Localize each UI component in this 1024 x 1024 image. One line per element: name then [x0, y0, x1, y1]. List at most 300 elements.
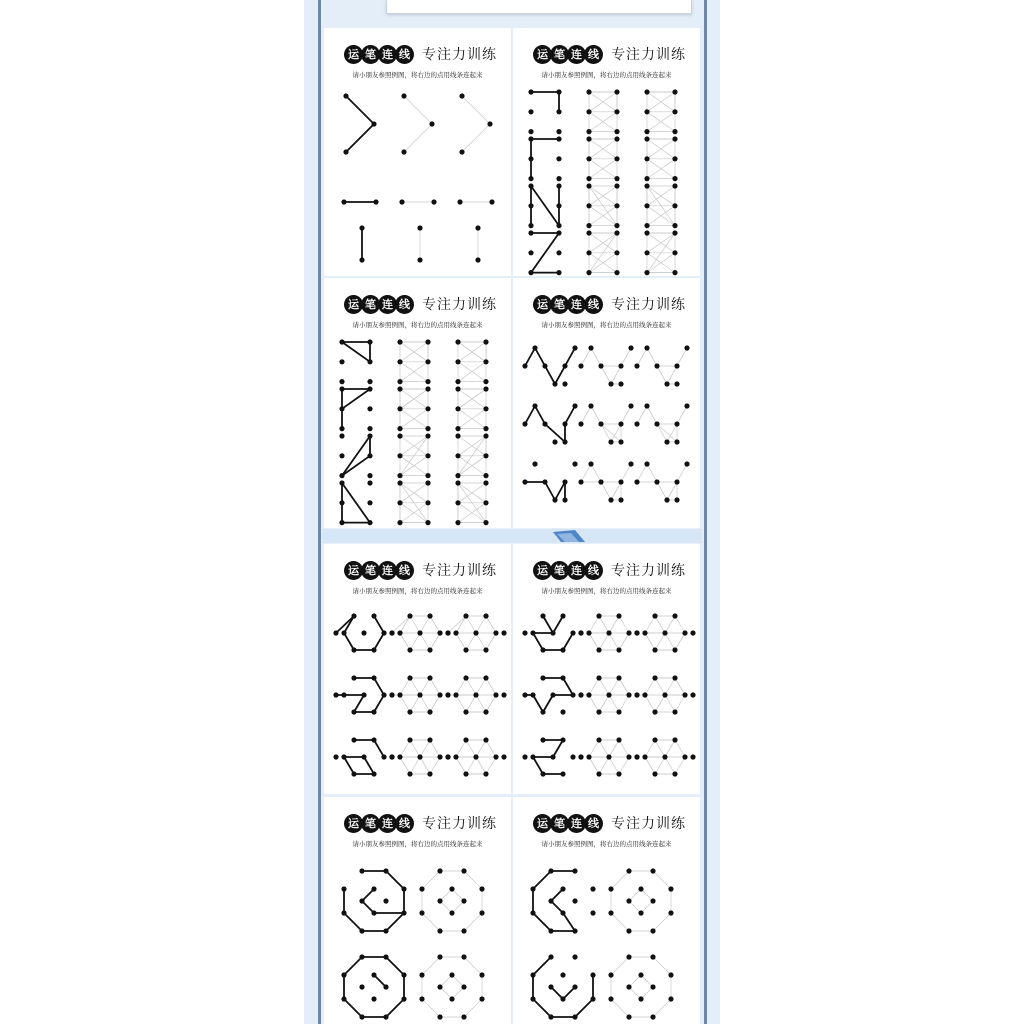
dot	[333, 630, 338, 635]
dot	[383, 868, 388, 873]
dot	[644, 223, 649, 228]
guide-line	[609, 740, 619, 757]
dot	[453, 692, 458, 697]
example-line	[386, 999, 404, 1017]
dot	[528, 89, 533, 94]
guide-line	[601, 424, 611, 442]
dot	[419, 972, 424, 977]
guide-line	[675, 616, 685, 633]
worksheet-instruction: 请小朋友参照例图，将右边的点用线条连起来	[352, 587, 483, 595]
dot	[341, 692, 346, 697]
guide-line	[611, 424, 621, 442]
dot	[614, 89, 619, 94]
guide-line	[422, 999, 440, 1017]
guide-line	[581, 348, 591, 366]
dot	[397, 453, 402, 458]
dot	[572, 1014, 577, 1019]
example-line	[563, 633, 573, 650]
guide-line	[609, 616, 619, 633]
guide-line	[619, 740, 629, 757]
dot	[339, 339, 344, 344]
dot	[634, 630, 639, 635]
dot	[425, 480, 430, 485]
example-line	[344, 999, 362, 1017]
dot	[359, 984, 364, 989]
dot	[638, 996, 643, 1001]
dot-puzzle	[513, 544, 700, 794]
dot	[662, 692, 667, 697]
guide-line	[609, 633, 619, 650]
example-line	[533, 999, 551, 1017]
dot	[351, 675, 356, 680]
dot	[483, 520, 488, 525]
dot	[397, 692, 402, 697]
dot	[556, 89, 561, 94]
worksheet-instruction: 请小朋友参照例图，将右边的点用线条连起来	[352, 840, 483, 848]
example-line	[533, 695, 543, 712]
dot	[489, 199, 494, 204]
dot	[650, 898, 655, 903]
dot	[586, 109, 591, 114]
guide-line	[677, 348, 687, 366]
dot	[483, 339, 488, 344]
guide-line	[601, 366, 611, 384]
guide-line	[466, 633, 476, 650]
guide-line	[410, 695, 420, 712]
dot	[483, 709, 488, 714]
dot	[644, 203, 649, 208]
dot	[389, 754, 394, 759]
dot	[419, 886, 424, 891]
dot	[339, 379, 344, 384]
dot	[530, 754, 535, 759]
guide-line	[410, 757, 420, 774]
example-line	[386, 913, 404, 931]
dot	[333, 692, 338, 697]
badge-char: 连	[567, 561, 586, 580]
dot	[652, 709, 657, 714]
dot	[586, 203, 591, 208]
guide-line	[665, 695, 675, 712]
example-line	[533, 871, 551, 889]
dot	[550, 754, 555, 759]
dot	[371, 771, 376, 776]
dot	[407, 771, 412, 776]
dot	[437, 754, 442, 759]
dot	[339, 453, 344, 458]
guide-line	[430, 616, 440, 633]
example-line	[545, 366, 555, 384]
example-line	[342, 389, 370, 409]
dot	[333, 754, 338, 759]
dot	[383, 954, 388, 959]
dot	[427, 647, 432, 652]
dot	[548, 954, 553, 959]
guide-line	[655, 740, 665, 757]
worksheet-title: 专注力训练	[422, 297, 497, 313]
dot	[425, 520, 430, 525]
guide-line	[476, 757, 486, 774]
guide-line	[599, 616, 609, 633]
worksheet-title: 专注力训练	[611, 563, 686, 579]
dot	[672, 675, 677, 680]
dot	[616, 709, 621, 714]
guide-line	[621, 406, 631, 424]
dot	[427, 675, 432, 680]
dot	[570, 630, 575, 635]
dot	[453, 754, 458, 759]
worksheet-title: 专注力训练	[422, 816, 497, 832]
badge-char: 笔	[550, 45, 569, 64]
dot	[668, 996, 673, 1001]
dot	[690, 692, 695, 697]
dot	[373, 199, 378, 204]
dot	[562, 439, 567, 444]
dot	[616, 771, 621, 776]
guide-line	[462, 96, 490, 124]
dot	[397, 406, 402, 411]
dot	[522, 421, 527, 426]
dot	[652, 771, 657, 776]
worksheet-page	[513, 278, 700, 528]
dot	[578, 692, 583, 697]
guide-line	[601, 482, 611, 500]
dot	[339, 480, 344, 485]
guide-line	[675, 695, 685, 712]
guide-line	[675, 678, 685, 695]
guide-line	[655, 616, 665, 633]
dot	[560, 675, 565, 680]
dot	[668, 910, 673, 915]
dot	[359, 1014, 364, 1019]
dot	[608, 381, 613, 386]
dot	[562, 497, 567, 502]
dot	[556, 223, 561, 228]
dot	[339, 359, 344, 364]
dot	[397, 754, 402, 759]
dot	[455, 473, 460, 478]
dot	[417, 692, 422, 697]
dot	[475, 257, 480, 262]
guide-line	[645, 678, 655, 695]
dot	[522, 692, 527, 697]
dot	[493, 692, 498, 697]
dot	[560, 613, 565, 618]
dot	[528, 203, 533, 208]
example-line	[344, 757, 354, 774]
dot	[483, 737, 488, 742]
dot	[614, 223, 619, 228]
guide-line	[599, 695, 609, 712]
dot	[407, 647, 412, 652]
dot	[674, 439, 679, 444]
guide-line	[422, 871, 440, 889]
dot	[419, 910, 424, 915]
example-line	[344, 913, 362, 931]
dot	[522, 754, 527, 759]
dot	[598, 421, 603, 426]
guide-line	[420, 633, 430, 650]
example-line	[543, 616, 553, 633]
dot	[401, 910, 406, 915]
dot	[652, 675, 657, 680]
example-line	[531, 186, 559, 226]
badge-char: 线	[395, 45, 414, 64]
dot	[642, 754, 647, 759]
dot	[556, 109, 561, 114]
dot	[371, 972, 376, 977]
dot	[437, 954, 442, 959]
dot	[626, 954, 631, 959]
dot	[483, 480, 488, 485]
dot	[343, 93, 348, 98]
dot	[399, 199, 404, 204]
example-line	[346, 96, 374, 124]
dot	[371, 613, 376, 618]
dot	[644, 461, 649, 466]
dot	[540, 613, 545, 618]
example-line	[555, 366, 565, 384]
guide-line	[655, 695, 665, 712]
dot	[479, 910, 484, 915]
dot	[572, 928, 577, 933]
guide-line	[476, 695, 486, 712]
dot-puzzle	[324, 797, 511, 1024]
badge-char: 连	[567, 45, 586, 64]
dot	[473, 692, 478, 697]
dot	[483, 453, 488, 458]
guide-line	[464, 913, 482, 931]
dot	[407, 737, 412, 742]
guide-line	[591, 406, 601, 424]
guide-line	[430, 757, 440, 774]
dot	[427, 771, 432, 776]
dot	[483, 359, 488, 364]
dot	[540, 675, 545, 680]
dot	[381, 754, 386, 759]
badge-char: 运	[344, 295, 363, 314]
guide-line	[420, 757, 430, 774]
dot	[371, 709, 376, 714]
dot	[397, 473, 402, 478]
dot	[383, 984, 388, 989]
dot	[560, 910, 565, 915]
example-line	[553, 740, 563, 757]
dot	[608, 439, 613, 444]
dot	[473, 754, 478, 759]
dot	[463, 675, 468, 680]
dot	[361, 630, 366, 635]
dot	[351, 771, 356, 776]
dot	[425, 426, 430, 431]
dot	[586, 270, 591, 275]
dot-puzzle	[513, 797, 700, 1024]
dot	[682, 692, 687, 697]
worksheet-instruction: 请小朋友参照例图，将右边的点用线条连起来	[541, 840, 672, 848]
dot	[572, 954, 577, 959]
dot	[626, 928, 631, 933]
dot	[590, 886, 595, 891]
guide-line	[645, 757, 655, 774]
dot	[522, 363, 527, 368]
dot	[528, 183, 533, 188]
dot	[437, 928, 442, 933]
dot	[461, 868, 466, 873]
dot	[672, 183, 677, 188]
dot	[455, 433, 460, 438]
dot	[540, 709, 545, 714]
worksheet-instruction: 请小朋友参照例图，将右边的点用线条连起来	[541, 587, 672, 595]
example-line	[354, 695, 364, 712]
guide-line	[400, 740, 410, 757]
guide-line	[653, 871, 671, 889]
example-line	[531, 233, 559, 273]
dot	[556, 183, 561, 188]
example-line	[533, 633, 543, 650]
example-line	[374, 678, 384, 695]
dot	[359, 898, 364, 903]
example-line	[342, 483, 370, 523]
dot	[596, 675, 601, 680]
dot	[684, 345, 689, 350]
guide-line	[464, 957, 482, 975]
example-line	[386, 871, 404, 889]
dot	[614, 183, 619, 188]
badge-char: 线	[395, 561, 414, 580]
dot	[445, 630, 450, 635]
dot	[570, 754, 575, 759]
guide-line	[611, 957, 629, 975]
dot	[483, 675, 488, 680]
guide-line	[647, 464, 657, 482]
dot	[588, 461, 593, 466]
dot	[572, 403, 577, 408]
guide-line	[645, 695, 655, 712]
dot	[483, 426, 488, 431]
dot	[397, 426, 402, 431]
badge-char: 连	[567, 814, 586, 833]
dot	[417, 754, 422, 759]
dot	[644, 183, 649, 188]
dot	[339, 406, 344, 411]
dot	[572, 461, 577, 466]
dot	[614, 230, 619, 235]
guide-line	[637, 464, 647, 482]
dot	[626, 984, 631, 989]
guide-line	[589, 757, 599, 774]
dot	[650, 954, 655, 959]
dot	[540, 737, 545, 742]
dot	[359, 928, 364, 933]
dot	[463, 613, 468, 618]
dot	[644, 129, 649, 134]
guide-line	[589, 616, 599, 633]
dot	[652, 737, 657, 742]
guide-line	[456, 740, 466, 757]
dot	[608, 886, 613, 891]
dot	[501, 754, 506, 759]
dot	[668, 886, 673, 891]
badge-char: 连	[378, 295, 397, 314]
dot	[367, 426, 372, 431]
dot	[548, 928, 553, 933]
dot	[401, 996, 406, 1001]
dot	[548, 898, 553, 903]
dot	[493, 630, 498, 635]
guide-line	[609, 695, 619, 712]
dot	[652, 647, 657, 652]
guide-line	[653, 999, 671, 1017]
dot	[552, 381, 557, 386]
dot	[586, 692, 591, 697]
dot	[672, 129, 677, 134]
dot	[425, 500, 430, 505]
middle-band	[322, 529, 702, 543]
worksheet-title: 专注力训练	[422, 563, 497, 579]
badge-char: 笔	[550, 295, 569, 314]
dot	[425, 379, 430, 384]
guide-line	[637, 406, 647, 424]
guide-line	[677, 406, 687, 424]
dot	[672, 176, 677, 181]
dot	[461, 898, 466, 903]
dot	[652, 613, 657, 618]
dot	[614, 156, 619, 161]
dot	[532, 403, 537, 408]
dot	[644, 89, 649, 94]
dot	[341, 996, 346, 1001]
dot	[371, 737, 376, 742]
dot	[455, 453, 460, 458]
guide-line	[476, 740, 486, 757]
dot	[397, 339, 402, 344]
example-line	[545, 482, 555, 500]
guide-line	[619, 633, 629, 650]
dot	[628, 345, 633, 350]
dot	[616, 647, 621, 652]
dot	[650, 928, 655, 933]
badge-char: 线	[584, 561, 603, 580]
dot	[455, 480, 460, 485]
dot	[586, 250, 591, 255]
dot-puzzle	[324, 28, 511, 276]
dot	[530, 996, 535, 1001]
dot	[455, 359, 460, 364]
dot	[389, 630, 394, 635]
badge-char: 连	[567, 295, 586, 314]
guide-line	[466, 616, 476, 633]
dot	[570, 692, 575, 697]
dot	[501, 630, 506, 635]
dot	[457, 199, 462, 204]
dot	[560, 709, 565, 714]
dot	[473, 630, 478, 635]
dot	[644, 156, 649, 161]
guide-line	[456, 633, 466, 650]
dot	[682, 754, 687, 759]
dot	[650, 868, 655, 873]
badge-char: 线	[395, 814, 414, 833]
guide-line	[665, 740, 675, 757]
guide-line	[653, 957, 671, 975]
dot	[383, 898, 388, 903]
guide-line	[591, 348, 601, 366]
dot	[672, 613, 677, 618]
dot	[528, 129, 533, 134]
dot	[606, 692, 611, 697]
dot	[608, 996, 613, 1001]
dot	[483, 473, 488, 478]
